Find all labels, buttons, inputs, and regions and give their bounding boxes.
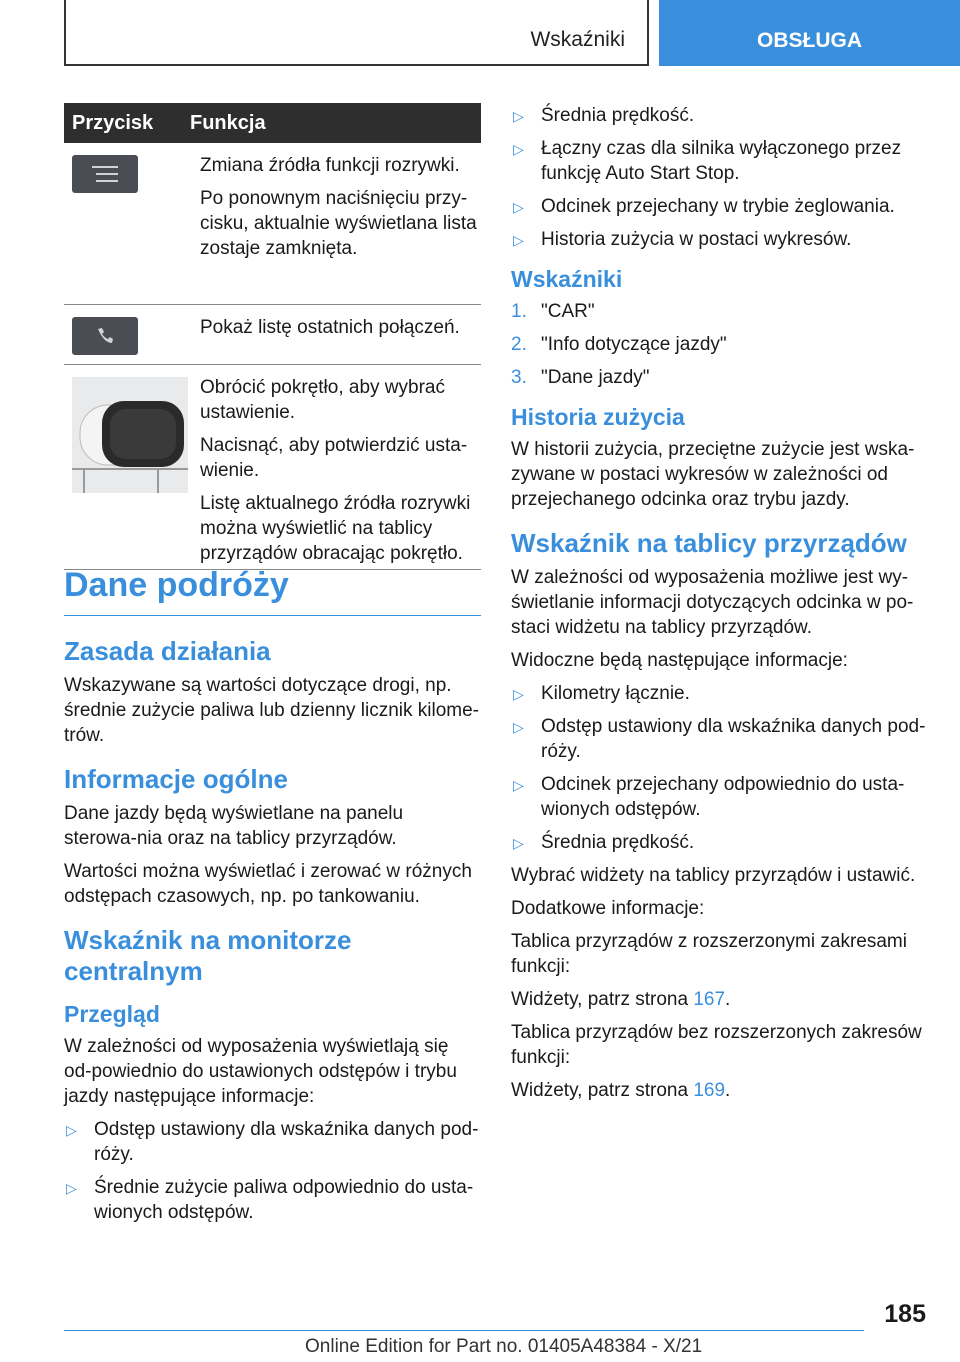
paragraph: W zależności od wyposażenia możliwe jest wy-świetlanie informacji dotyczących odcinka w po-staci widżetu na tablicy przyrządów. [511,567,914,638]
section-heading: Wskaźnik na tablicy przyrządów [511,528,907,558]
list-item: ▷ Odstęp ustawiony dla wskaźnika danych pod-róży. [513,716,926,762]
bullet-list [511,103,926,252]
chapter-heading: Dane podróży [64,566,481,616]
section-title: Wskaźniki [530,28,625,51]
table-cell-text: Obrócić pokrętło, aby wybrać ustawienie. [200,377,445,423]
page-number: 185 [884,1300,926,1328]
paragraph: Wskazywane są wartości dotyczące drogi, np. średnie zużycie paliwa lub dzienny licznik kilome-trów. [64,675,480,746]
list-icon [72,155,138,193]
list-item: ▷ Odstęp ustawiony dla wskaźnika danych pod-róży. [66,1119,479,1165]
section-heading: Zasada działania [64,636,271,666]
bullet-list [64,1117,481,1225]
controller-knob-icon [72,377,188,493]
table-cell-text: Zmiana źródła funkcji rozrywki. [200,155,460,176]
subsection-heading: Przegląd [64,1001,160,1027]
page-link-169[interactable]: 169 [693,1080,726,1101]
paragraph: W zależności od wyposażenia wyświetlają się od-powiednio do ustawionych odstępów i trybu jazdy następujące informacje: [64,1036,457,1107]
header-box [64,0,649,66]
section-heading: Wskaźnik na monitorze centralnym [64,925,352,986]
table-cell-text: Listę aktualnego źródła rozrywki można wyświetlić na tablicy przyrządów obracając pokrętło. [200,493,471,564]
function-table [64,103,481,570]
list-item: ▷ Średnie zużycie paliwa odpowiednio do usta-wionych odstępów. [66,1177,474,1223]
col-function-header: Funkcja [190,111,266,134]
step-item: 1. "CAR" [511,301,595,322]
step-item: 2. "Info dotyczące jazdy" [511,334,727,355]
table-row [64,143,481,305]
list-item: ▷ Odcinek przejechany odpowiednio do usta-wionych odstępów. [513,774,905,820]
triangle-bullet-icon: ▷ [513,777,524,793]
table-row [64,305,481,365]
triangle-bullet-icon: ▷ [513,141,524,157]
table-header [64,103,481,143]
list-item: ▷ Historia zużycia w postaci wykresów. [511,227,926,252]
list-item: ▷ Średnia prędkość. [511,103,926,128]
paragraph: Widoczne będą następujące informacje: [511,650,848,671]
paragraph: Wartości można wyświetlać i zerować w różnych odstępach czasowych, np. po tankowaniu. [64,861,472,907]
paragraph: Dodatkowe informacje: [511,898,705,919]
triangle-bullet-icon: ▷ [513,199,524,215]
table-cell-text: Nacisnąć, aby potwierdzić usta-wienie. [200,435,468,481]
list-item: ▷ Średnia prędkość. [511,830,926,855]
step-item: 3. "Dane jazdy" [511,367,650,388]
subsection-heading: Historia zużycia [511,404,685,430]
step-list [511,299,926,390]
bullet-list [511,681,926,855]
triangle-bullet-icon: ▷ [513,108,524,124]
footer-edition: Online Edition for Part no. 01405A48384 - X/21 [305,1336,703,1357]
phone-icon [72,317,138,355]
page-link-167[interactable]: 167 [693,989,726,1010]
chapter-tab[interactable] [659,0,960,66]
table-row [64,365,481,570]
subsection-heading: Wskaźniki [511,266,623,292]
triangle-bullet-icon: ▷ [66,1122,77,1138]
section-heading: Informacje ogólne [64,764,288,794]
right-column [511,103,926,1111]
footer-divider [64,1330,864,1331]
paragraph: Wybrać widżety na tablicy przyrządów i ustawić. [511,865,916,886]
paragraph: Tablica przyrządów z rozszerzonymi zakresami funkcji: [511,931,907,977]
chapter-tab-label: OBSŁUGA [757,29,862,52]
list-item: ▷ Łączny czas dla silnika wyłączonego przez funkcję Auto Start Stop. [513,138,902,184]
page-reference: Widżety, patrz strona 169. [511,1080,731,1101]
left-column [64,560,481,1233]
list-item: ▷ Odcinek przejechany w trybie żeglowania. [511,194,926,219]
list-item: ▷ Kilometry łącznie. [511,681,926,706]
triangle-bullet-icon: ▷ [513,232,524,248]
table-cell-text: Pokaż listę ostatnich połączeń. [200,317,460,338]
page-reference: Widżety, patrz strona 167. [511,989,731,1010]
paragraph: W historii zużycia, przeciętne zużycie jest wska-zywane w postaci wykresów w zależności od przejechanego odcinka oraz trybu jazdy. [511,439,915,510]
triangle-bullet-icon: ▷ [513,719,524,735]
col-button-header: Przycisk [72,111,154,134]
paragraph: Dane jazdy będą wyświetlane na panelu sterowa-nia oraz na tablicy przyrządów. [64,803,404,849]
triangle-bullet-icon: ▷ [66,1180,77,1196]
paragraph: Tablica przyrządów bez rozszerzonych zakresów funkcji: [511,1022,922,1068]
table-cell-text: Po ponownym naciśnięciu przy-cisku, aktualnie wyświetlana lista zostaje zamknięta. [200,188,477,259]
triangle-bullet-icon: ▷ [513,686,524,702]
triangle-bullet-icon: ▷ [513,835,524,851]
